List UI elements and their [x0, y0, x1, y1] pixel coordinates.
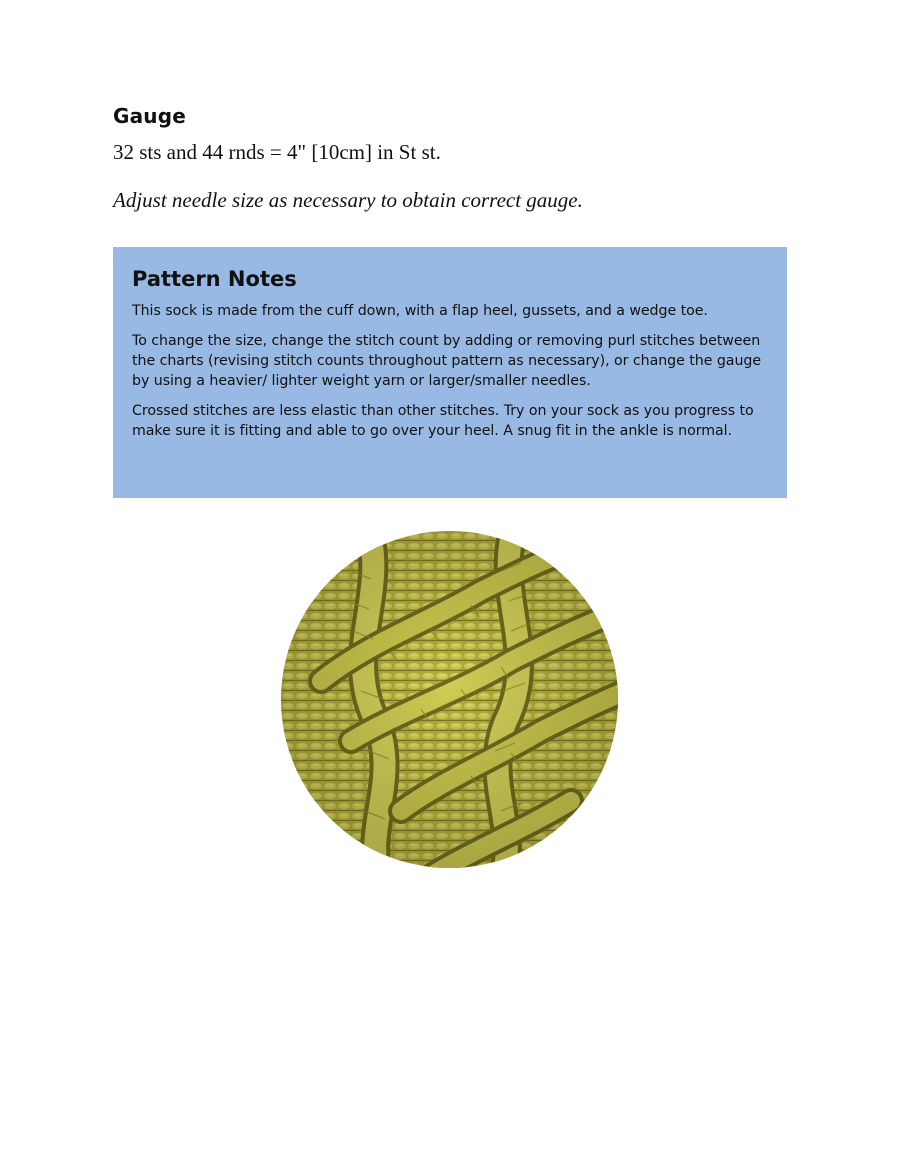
pattern-notes-paragraph-1: This sock is made from the cuff down, with a flap heel, gussets, and a wedge toe.: [132, 303, 708, 319]
knit-swatch-photo: [281, 531, 618, 868]
pattern-notes-paragraph-3: Crossed stitches are less elastic than other stitches. Try on your sock as you progress to make sure it is fitting and able to go over your heel. A snug fit in the ankle is normal.: [132, 403, 754, 439]
knit-swatch-image: [281, 531, 618, 868]
pattern-notes-box: [113, 247, 787, 498]
gauge-heading: Gauge: [113, 104, 187, 128]
pattern-notes-paragraph-2: To change the size, change the stitch count by adding or removing purl stitches between the charts (revising stitch counts throughout pattern as necessary), or change the gauge by using a heavier/ lighter weight yarn or larger/smaller needles.: [132, 333, 762, 389]
pattern-notes-title: Pattern Notes: [132, 267, 297, 291]
gauge-note: Adjust needle size as necessary to obtain correct gauge.: [113, 188, 583, 212]
gauge-text: 32 sts and 44 rnds = 4" [10cm] in St st.: [113, 140, 441, 164]
